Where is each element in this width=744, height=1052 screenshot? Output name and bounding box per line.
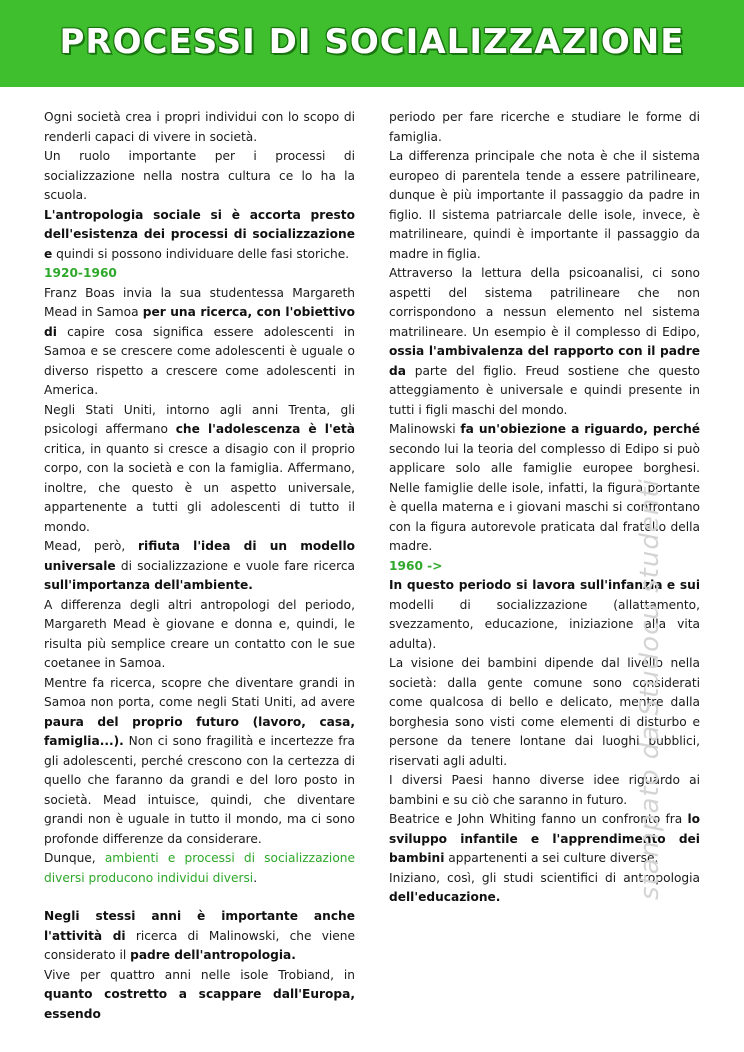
- paragraph: Dunque, ambienti e processi di socializzazione diversi producono individui diversi.: [44, 851, 355, 885]
- bold-text: quanto costretto a scappare dall'Europa, essendo: [44, 987, 355, 1021]
- text: Negli Stati Uniti, intorno agli anni Trenta, gli psicologi affermano: [44, 402, 355, 436]
- watermark: stampato da Studocu studenti: [635, 478, 665, 900]
- paragraph: La visione dei bambini dipende dal livello nella società: dalla gente comune sono considerati come qualcosa di bello e delicato, mentre dalla borghesia sono visti come elementi di disturbo e persone da tenere lontane dai luoghi pubblici, riservati agli adulti.: [389, 656, 700, 768]
- paragraph: [44, 401, 355, 538]
- text: ricerca di Malinowski, che viene considerato il: [44, 928, 356, 962]
- bold-text: ossia l'ambivalenza del rapporto con il padre da: [389, 344, 700, 378]
- year-heading: 1920-1960: [44, 266, 117, 280]
- paragraph: [44, 537, 355, 596]
- left-column: [44, 108, 355, 1024]
- text: Mentre fa ricerca, scopre che diventare grandi in Samoa non porta, come negli Stati Uniti, ad avere: [44, 675, 355, 709]
- text: capire cosa significa essere adolescenti in Samoa e se crescere come adolescenti è uguale o diverso rispetto a crescere come adolescenti in America.: [44, 324, 355, 397]
- text: secondo lui la teoria del complesso di Edipo si può applicare solo alle famiglie europee borghesi. Nelle famiglie delle isole, infatti, la figura portante è quella materna e i giovani maschi si confrontano con la figura autorevole praticata dal fratello della madre.: [389, 441, 700, 553]
- bold-text: Negli stessi anni è importante anche l'attività di: [44, 909, 355, 943]
- paragraph: [44, 206, 355, 265]
- paragraph: [44, 674, 355, 850]
- highlight-text: ambienti e processi di socializzazione diversi producono individui diversi: [44, 851, 355, 885]
- year-heading: 1960 ->: [389, 558, 443, 573]
- bold-text: sull'importanza dell'ambiente.: [44, 578, 253, 592]
- text: Beatrice e John Whiting fanno un confronto fra: [389, 812, 683, 826]
- bold-text: che l'adolescenza è l'età: [175, 422, 355, 436]
- paragraph: [44, 284, 355, 401]
- paragraph: Un ruolo importante per i processi di socializzazione nella nostra cultura ce lo ha la scuola.: [44, 149, 355, 202]
- paragraph: I diversi Paesi hanno diverse idee riguardo ai bambini e su ciò che saranno in futuro.: [389, 773, 700, 807]
- paragraph: La differenza principale che nota è che il sistema europeo di parentela tende a essere patrilineare, dunque è più importante il passaggio da padre in figlio. Il sistema patriarcale delle isole, invece, è matrilineare, quindi è importante il passaggio da madre in figlia.: [389, 149, 700, 261]
- bold-text: padre dell'antropologia.: [130, 948, 296, 962]
- paragraph: A differenza degli altri antropologi del periodo, Margareth Mead è giovane e donna e, quindi, le risulta più semplice creare un contatto con le sue coetanee in Samoa.: [44, 597, 355, 670]
- bold-text: rifiuta l'idea di un modello universale: [44, 539, 356, 573]
- paragraph: [44, 966, 355, 1025]
- paragraph: [389, 264, 700, 420]
- paragraph: Ogni società crea i propri individui con lo scopo di renderli capaci di vivere in società.: [44, 110, 355, 144]
- page-title: PROCESSI DI SOCIALIZZAZIONE: [59, 22, 685, 62]
- paragraph: periodo per fare ricerche e studiare le forme di famiglia.: [389, 110, 700, 144]
- bold-text: L'antropologia sociale si è accorta presto dell'esistenza dei processi di socializzazione e: [44, 207, 355, 261]
- paragraph: [44, 907, 355, 966]
- text: parte del figlio. Freud sostiene che questo atteggiamento è universale e quindi presente in tutti i figli maschi del mondo.: [389, 363, 700, 417]
- bold-text: paura del proprio futuro (lavoro, casa, famiglia...).: [44, 714, 355, 748]
- text: Dunque,: [44, 851, 96, 865]
- text: critica, in quanto si cresce a disagio con il proprio corpo, con la società e con la famiglia. Affermano, inoltre, che questo è un aspetto universale, appartenente a tutti gli adolescenti di tutto il mondo.: [44, 441, 355, 534]
- bold-text: fa un'obiezione a riguardo, perché: [460, 422, 701, 436]
- text: Attraverso la lettura della psicoanalisi, ci sono aspetti del sistema patrilineare che non corrispondono a nessun elemento nel sistema matrilineare. Un esempio è il complesso di Edipo,: [389, 266, 700, 339]
- text: Mead, però,: [44, 539, 126, 553]
- text: Franz Boas invia la sua studentessa Margareth Mead in Samoa: [44, 285, 355, 319]
- text: modelli di socializzazione (allattamento, svezzamento, educazione, iniziazione alla vita adulta).: [389, 597, 700, 651]
- text: di socializzazione e vuole fare ricerca: [120, 558, 356, 573]
- text: Vive per quattro anni nelle isole Trobiand, in: [44, 967, 355, 982]
- bold-text: per una ricerca, con l'obiettivo di: [44, 305, 355, 339]
- bold-text: e sui: [666, 578, 701, 592]
- text: Iniziano, così, gli studi scientifici di antropologia: [389, 870, 700, 885]
- bold-text: lo sviluppo infantile e l'apprendimento dei bambini: [389, 812, 700, 865]
- bold-text: In questo periodo si lavora sull'infanzia: [389, 578, 663, 592]
- spacer: [44, 888, 355, 907]
- text: Malinowski: [389, 422, 456, 436]
- text: appartenenti a sei culture diverse.: [448, 851, 659, 865]
- text: quindi si possono individuare delle fasi storiche.: [56, 246, 350, 261]
- text: Non ci sono fragilità e incertezze fra gli adolescenti, perché crescono con la certezza di quello che faranno da grandi e del loro posto in società. Mead intuisce, quindi, che diventare grandi non è uguale in tutto il mondo, ma ci sono profonde differenze da considerare.: [44, 734, 356, 846]
- bold-text: dell'educazione.: [389, 890, 501, 904]
